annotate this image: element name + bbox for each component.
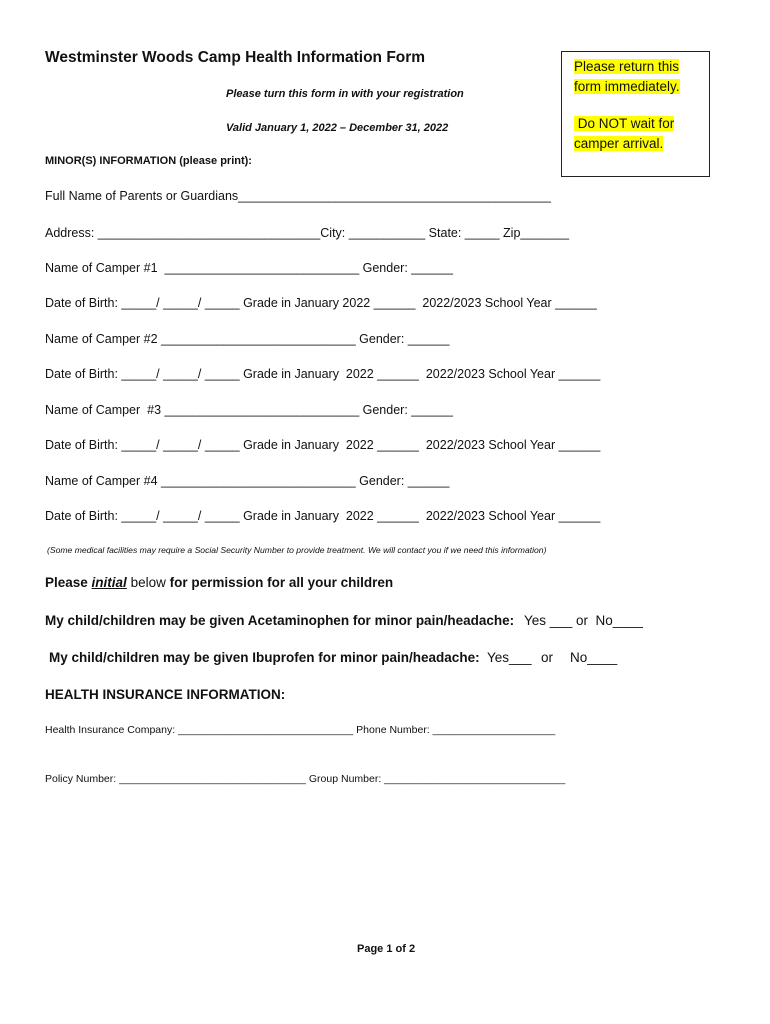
permission-below: below [126, 575, 170, 590]
notice-line-4: camper arrival. [574, 136, 664, 151]
page-number: Page 1 of 2 [357, 943, 416, 955]
permission-initial: initial [91, 575, 127, 590]
notice-line-3: Do NOT wait for [574, 116, 675, 131]
camper2-dob-field[interactable]: Date of Birth: _____/ _____/ _____ Grade in January 2022 ______ 2022/2023 School Year ______ [45, 367, 601, 381]
camper1-dob-field[interactable]: Date of Birth: _____/ _____/ _____ Grade in January 2022 ______ 2022/2023 School Year ______ [45, 296, 597, 310]
insurance-heading: HEALTH INSURANCE INFORMATION: [45, 687, 286, 702]
parents-field[interactable]: Full Name of Parents or Guardians_____________________________________________ [45, 189, 551, 203]
notice-line-1: Please return this [574, 59, 680, 74]
notice-box [561, 51, 710, 177]
minors-heading: MINOR(S) INFORMATION (please print): [45, 155, 252, 167]
camper4-dob-field[interactable]: Date of Birth: _____/ _____/ _____ Grade in January 2022 ______ 2022/2023 School Year ______ [45, 509, 601, 523]
ibuprofen-or: or [541, 650, 554, 665]
camper4-name-field[interactable]: Name of Camper #4 ____________________________ Gender: ______ [45, 474, 450, 488]
policy-number-field[interactable]: Policy Number: ________________________________ Group Number: _______________________________ [45, 773, 566, 785]
form-title: Westminster Woods Camp Health Information Form [45, 49, 426, 66]
turn-in-instruction: Please turn this form in with your registration [226, 88, 464, 100]
ibuprofen-yes[interactable]: Yes___ [487, 650, 532, 665]
valid-dates: Valid January 1, 2022 – December 31, 2022 [226, 122, 449, 134]
acetaminophen-question: My child/children may be given Acetaminophen for minor pain/headache: [45, 613, 515, 628]
camper3-dob-field[interactable]: Date of Birth: _____/ _____/ _____ Grade in January 2022 ______ 2022/2023 School Year ______ [45, 438, 601, 452]
ibuprofen-no[interactable]: No____ [570, 650, 618, 665]
permission-please: Please [45, 575, 92, 590]
ibuprofen-question: My child/children may be given Ibuprofen for minor pain/headache: [49, 650, 480, 665]
ssn-note: (Some medical facilities may require a Social Security Number to provide treatment. We will contact you if we need this information) [47, 545, 547, 555]
notice-line-2: form immediately. [574, 79, 680, 94]
address-field[interactable]: Address: ________________________________City: ___________ State: _____ Zip_______ [45, 226, 570, 240]
camper2-name-field[interactable]: Name of Camper #2 ____________________________ Gender: ______ [45, 332, 450, 346]
permission-rest: for permission for all your children [169, 575, 394, 590]
camper1-name-field[interactable]: Name of Camper #1 ____________________________ Gender: ______ [45, 261, 453, 275]
acetaminophen-answer[interactable]: Yes ___ or No____ [524, 613, 643, 628]
permission-heading [45, 575, 393, 590]
insurance-company-field[interactable]: Health Insurance Company: ______________________________ Phone Number: _____________________ [45, 724, 556, 736]
camper3-name-field[interactable]: Name of Camper #3 ____________________________ Gender: ______ [45, 403, 453, 417]
